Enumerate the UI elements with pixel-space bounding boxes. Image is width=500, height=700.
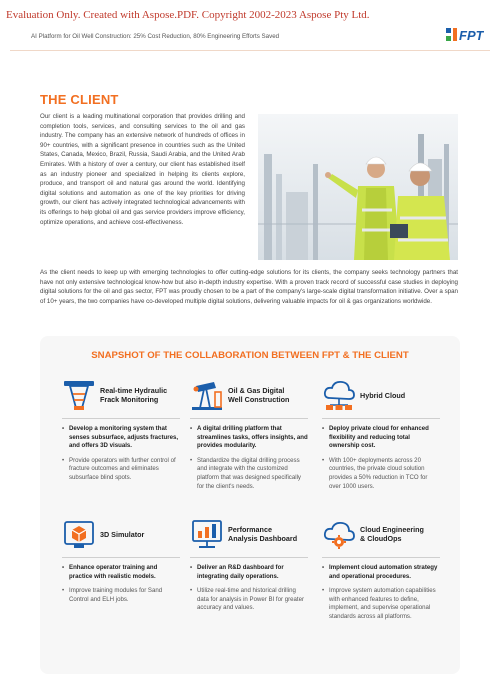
card-bullet: • Utilize real-time and historical drilling data for analysis in Power BI for greater accuracy and values. xyxy=(190,587,308,613)
hybrid-cloud-icon xyxy=(322,378,356,412)
fpt-logo xyxy=(446,28,484,42)
card-divider xyxy=(190,557,308,558)
card-divider xyxy=(190,418,308,419)
card-divider xyxy=(322,557,440,558)
dashboard-icon xyxy=(190,517,224,551)
cloud-gear-icon xyxy=(322,517,356,551)
3d-cube-icon xyxy=(62,517,96,551)
card-title-line: Performance xyxy=(228,525,272,534)
card-title-line: Well Construction xyxy=(228,395,290,404)
hydraulic-rig-icon xyxy=(62,378,96,412)
card-bullet-bold: • Enhance operator training and practice with realistic models. xyxy=(62,564,180,581)
card-hybrid-cloud xyxy=(322,378,440,497)
card-cloud-engineering xyxy=(322,517,440,628)
document-title: AI Platform for Oil Well Construction: 25% Cost Reduction, 80% Engineering Efforts Saved xyxy=(31,33,280,40)
evaluation-watermark: Evaluation Only. Created with Aspose.PDF. Copyright 2002-2023 Aspose Pty Ltd. xyxy=(6,9,370,21)
snapshot-title: SNAPSHOT OF THE COLLABORATION BETWEEN FPT & THE CLIENT xyxy=(91,350,409,361)
card-bullet: • Improve system automation capabilities with enhanced features to define, implement, and supervise operational standards across all platforms. xyxy=(322,587,440,621)
card-bullet: • Standardize the digital drilling process and integrate with the customized platform that was designed specifically for the client's needs. xyxy=(190,457,308,491)
card-title-line: Cloud Engineering xyxy=(360,525,424,534)
client-heading: THE CLIENT xyxy=(40,92,119,107)
card-bullet: • Provide operators with further control of fracture outcomes and eliminates subsurface blind spots. xyxy=(62,457,180,483)
card-bullet: • With 100+ deployments across 20 countries, the private cloud solution provides a 50% reduction in TCO for over 1000 users. xyxy=(322,457,440,491)
oil-pump-icon xyxy=(190,378,224,412)
card-title-line: Real-time Hydraulic xyxy=(100,386,168,395)
card-title-line: Analysis Dashboard xyxy=(228,534,298,543)
client-paragraph-2: As the client needs to keep up with emerging technologies to offer cutting-edge solutions for its clients, the company seeks technology partners that have not only extensive technological know-how but also in-depth industry expertise. With a proven track record of successful case studies in deploying digital solutions for the oil and gas sector, FPT was proudly chosen to be a part of the company's large-scale digital transformation initiative. Over a span of 10+ years, the two companies have co-developed multiple digital solutions, delivering valuable impacts for oil & gas organizations worldwide. xyxy=(40,269,458,305)
card-oil-gas-digital-well xyxy=(190,378,308,497)
card-bullet-bold: • Deliver an R&D dashboard for integrating daily operations. xyxy=(190,564,308,581)
card-3d-simulator xyxy=(62,517,180,610)
card-divider xyxy=(62,557,180,558)
card-title-line: Oil & Gas Digital xyxy=(228,386,285,395)
card-bullet-bold: • Implement cloud automation strategy and operational procedures. xyxy=(322,564,440,581)
header-divider xyxy=(10,50,490,51)
card-hydraulic-frack-monitoring xyxy=(62,378,180,489)
card-title-line: & CloudOps xyxy=(360,534,402,543)
engineers-photo xyxy=(258,114,458,260)
card-bullet-bold: • Deploy private cloud for enhanced flexibility and reducing total ownership cost. xyxy=(322,425,440,451)
card-bullet-bold: • Develop a monitoring system that senses subsurface, adjusts fractures, and offers 3D visuals. xyxy=(62,425,180,451)
card-divider xyxy=(322,418,440,419)
card-bullet: • Improve training modules for Sand Control and ELH jobs. xyxy=(62,587,180,604)
client-paragraph-1: Our client is a leading multinational corporation that provides drilling and completion tools, services, and consulting services to the oil and gas industry. The company has an extensive network of hundreds of offices in 90+ countries, with a significant presence in countries such as the United States, Canada, Mexico, Brazil, Russia, Saudi Arabia, and the United Arab Emirates. With a history of over a century, our client has established itself as an industry pioneer and specialized in helping its clients explore, produce, and transport oil and natural gas around the world. Identifying digital solutions and automation as one of the key priorities for driving growth, our client has actively integrated technological advancements with its offerings to help global oil and gas service providers improve efficiency, optimize operations, and achieve cost-effectiveness. xyxy=(40,113,245,226)
logo-text: FPT xyxy=(459,28,484,42)
card-title-line: 3D Simulator xyxy=(100,529,145,539)
card-title-line: Hybrid Cloud xyxy=(360,390,406,400)
card-performance-dashboard xyxy=(190,517,308,619)
card-title-line: Frack Monitoring xyxy=(100,395,159,404)
card-bullet-bold: • A digital drilling platform that streamlines tasks, offers insights, and provides modularity. xyxy=(190,425,308,451)
card-divider xyxy=(62,418,180,419)
